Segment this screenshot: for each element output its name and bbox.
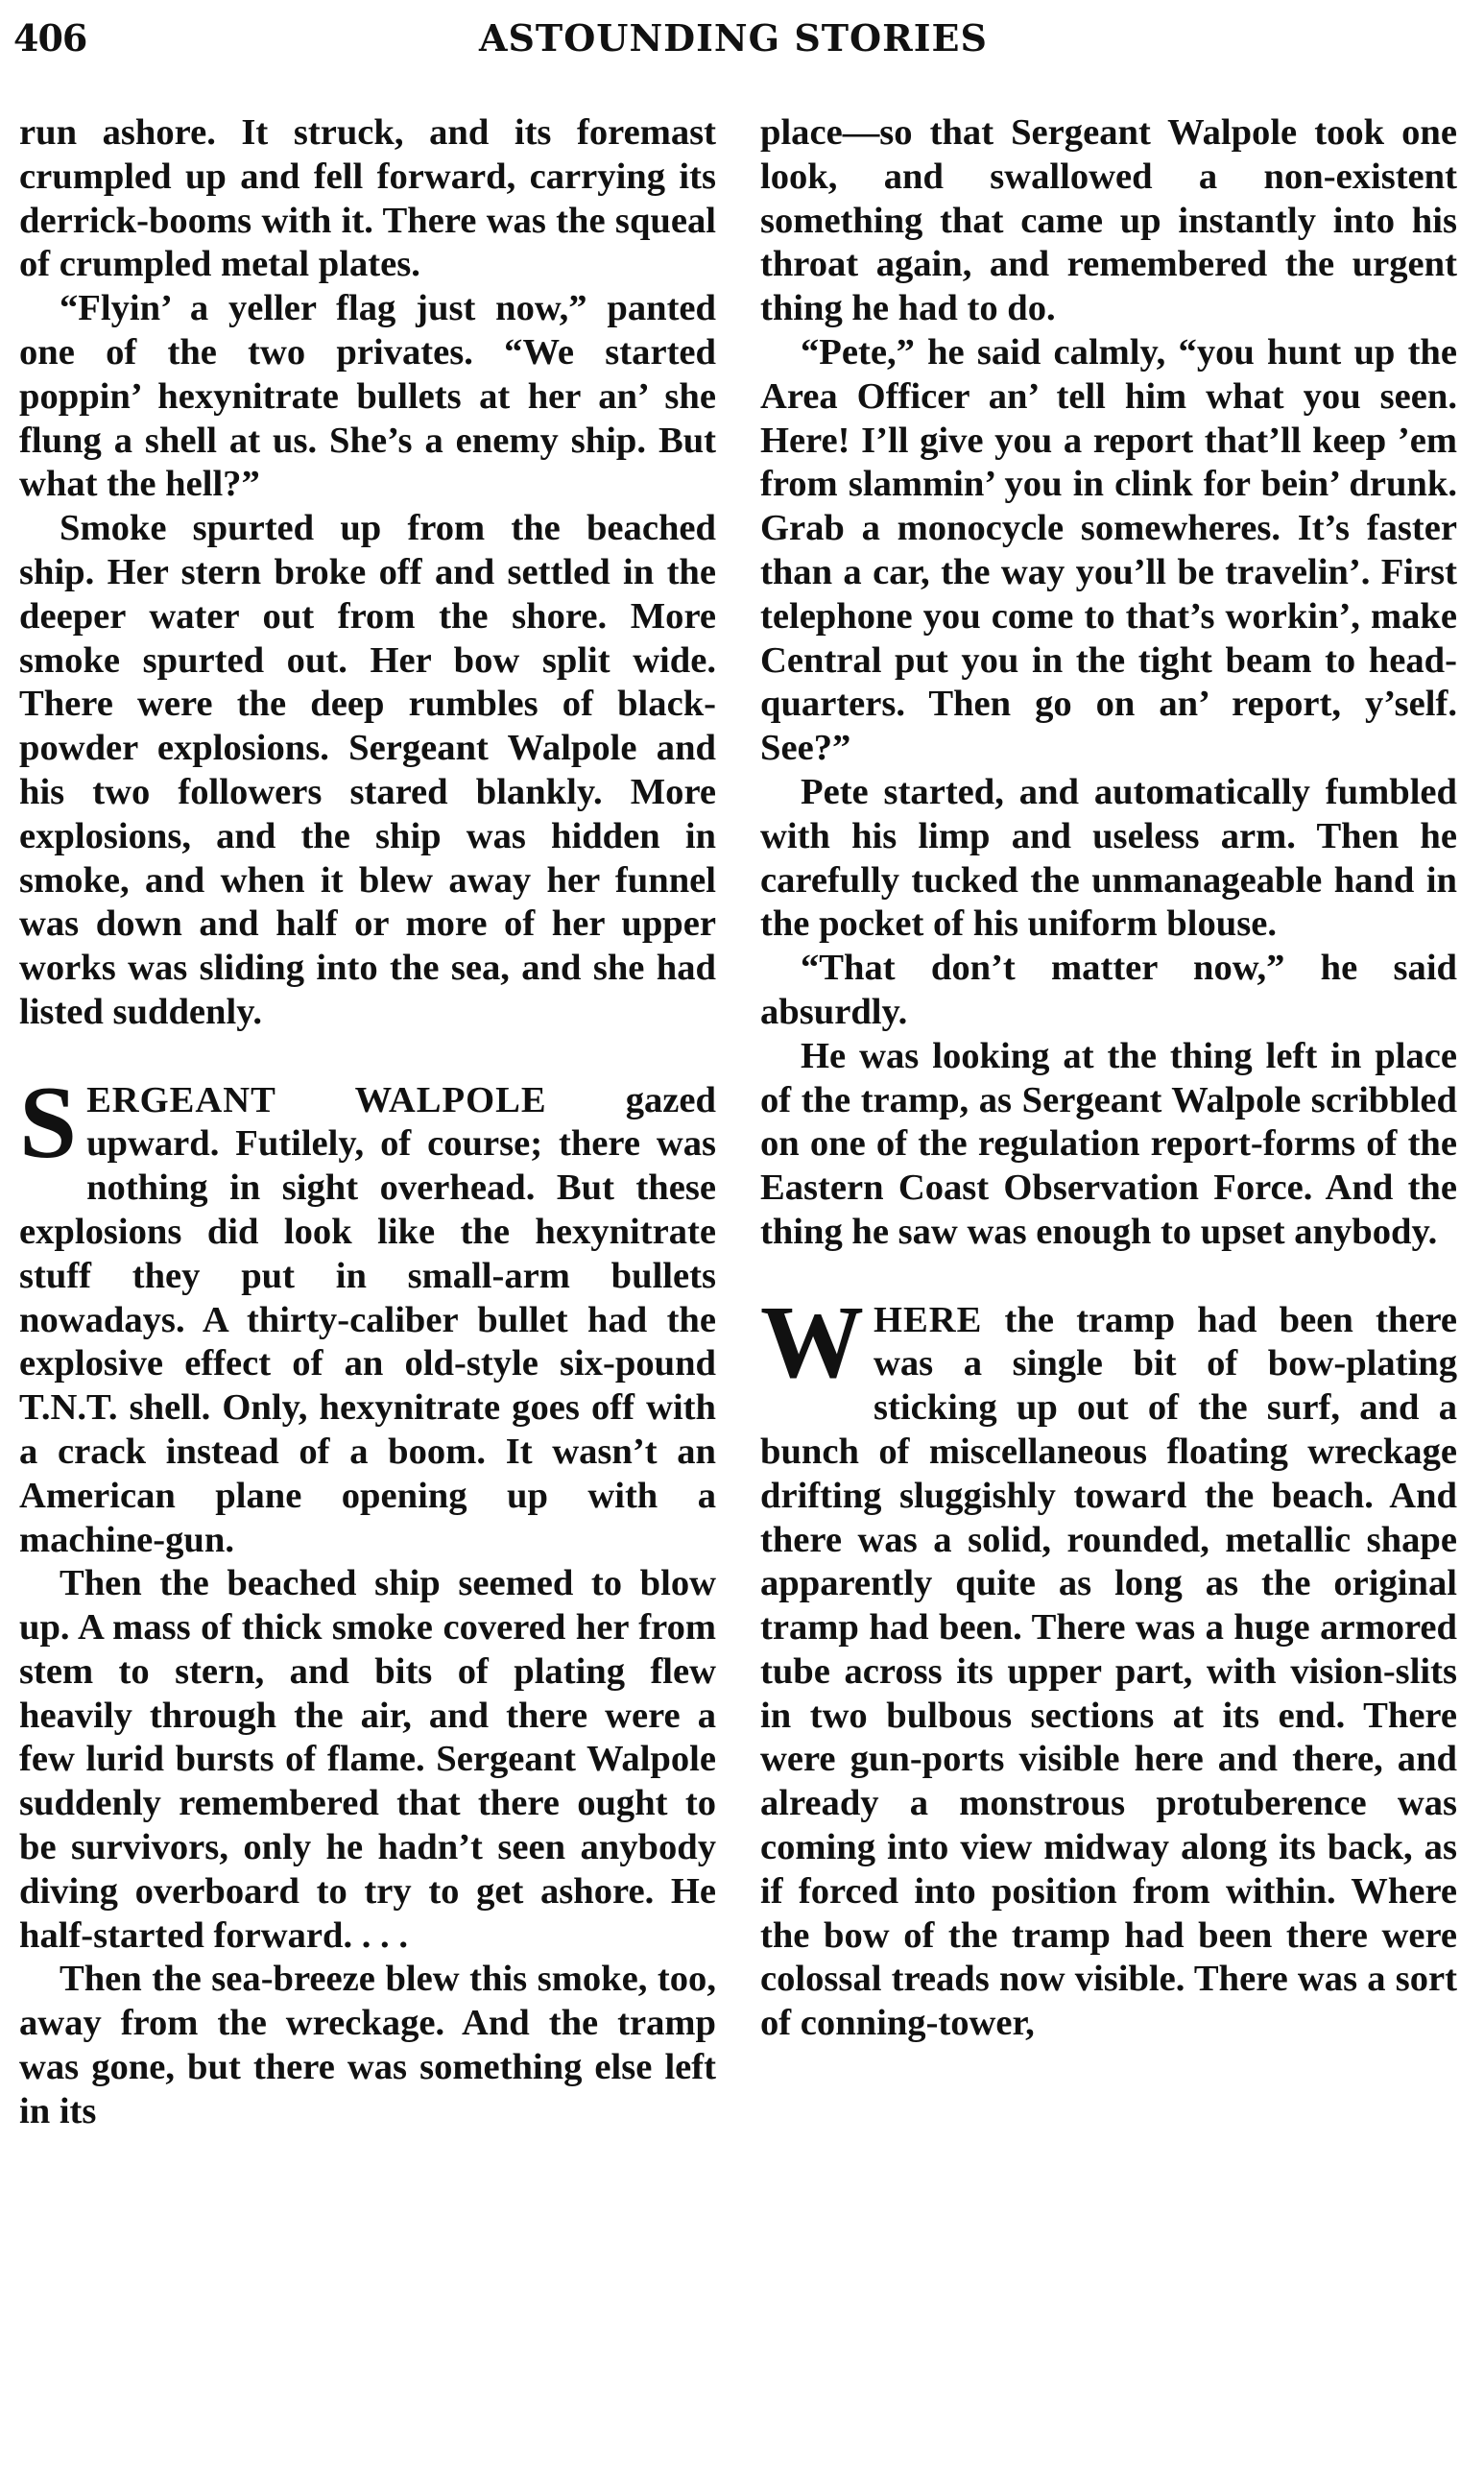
paragraph-text: gazed upward. Futilely, of course; there was nothing in sight overhead. But these explosions did look like the hexynitrate stuff they put in small-arm bullets nowadays. A thirty-caliber bullet had the explosive effect of an old-style six-pound T.N.T. shell. Only, hexynitrate goes off with a crack instead of a boom. It wasn’t an American plane opening up with a machine-gun. [19, 1079, 716, 1560]
small-caps-lead: ERGEANT WALPOLE [86, 1079, 547, 1120]
left-column [19, 111, 716, 2134]
small-caps-lead: HERE [874, 1299, 983, 1340]
paragraph: place—so that Sergeant Walpole took one look, and swallowed a non-existent something that came up instantly into his throat again, and remembered the urgent thing he had to do. [760, 112, 1457, 329]
paragraph-text: the tramp had been there was a single bit of bow-plating sticking up out of the surf, and a bunch of miscellaneous floating wreckage drifting sluggishly toward the beach. And there was a solid, rounded, metallic shape apparently quite as long as the original tramp had been. There was a huge armored tube across its upper part, with vision-slits in two bulbous sections at its end. There were gun-ports visible here and there, and already a monstrous protuberence was coming into view midway along its back, as if forced into position from within. Where the bow of the tramp had been there were colossal treads now visible. There was a sort of conning-tower, [760, 1299, 1457, 2044]
drop-cap: W [760, 1285, 864, 1400]
paragraph: He was looking at the thing left in place of the tramp, as Sergeant Walpole scribbled on one of the regulation report-forms of the Eastern Coast Observation Force. And the thing he saw was enough to upset anybody. [760, 1035, 1457, 1252]
paragraph: Then the beached ship seemed to blow up. A mass of thick smoke covered her from stem to stern, and bits of plating flew heavily through the air, and there were a few lurid bursts of flame. Sergeant Walpole suddenly remembered that there ought to be survivors, only he hadn’t seen anybody diving overboard to try to get ashore. He half-started forward. . . . [19, 1563, 716, 1956]
page-number: 406 [13, 16, 87, 60]
page-header [13, 10, 1453, 67]
paragraph: Pete started, and automatically fumbled with his limp and useless arm. Then he carefully tucked the unmanageable hand in the pocket of his uniform blouse. [760, 771, 1457, 945]
paragraph: Then the sea-breeze blew this smoke, too, away from the wreckage. And the tramp was gone, but there was something else left in its [19, 1959, 716, 2131]
paragraph: Smoke spurted up from the beached ship. Her stern broke off and settled in the deeper water out from the shore. More smoke spurted out. Her bow split wide. There were the deep rumbles of black-powder explosions. Sergeant Walpole and his two followers stared blankly. More explosions, and the ship was hidden in smoke, and when it blew away her funnel was down and half or more of her upper works was sliding into the sea, and she had listed suddenly. [19, 508, 716, 1032]
paragraph: “Flyin’ a yeller flag just now,” panted one of the two privates. “We started poppin’ hexynitrate bullets at her an’ she flung a shell at us. She’s a enemy ship. But what the hell?” [19, 288, 716, 505]
section-paragraph [760, 1285, 1457, 2047]
paragraph: “That don’t matter now,” he said absurdly. [760, 948, 1457, 1032]
right-column [760, 111, 1457, 2046]
section-paragraph [19, 1065, 716, 1563]
paragraph: run ashore. It struck, and its foremast crumpled up and fell forward, carrying its derrick-booms with it. There was the squeal of crumpled metal plates. [19, 112, 716, 285]
drop-cap: S [19, 1065, 78, 1180]
running-head-title: ASTOUNDING STORIES [479, 16, 988, 60]
paragraph: “Pete,” he said calmly, “you hunt up the Area Officer an’ tell him what you seen. Here! I’ll give you a report that’ll keep ’em from slammin’ you in clink for bein’ drunk. Grab a monocycle somewheres. It’s faster than a car, the way you’ll be travelin’. First telephone you come to that’s workin’, make Central put you in the tight beam to headquarters. Then go on an’ report, y’self. See?” [760, 331, 1457, 769]
